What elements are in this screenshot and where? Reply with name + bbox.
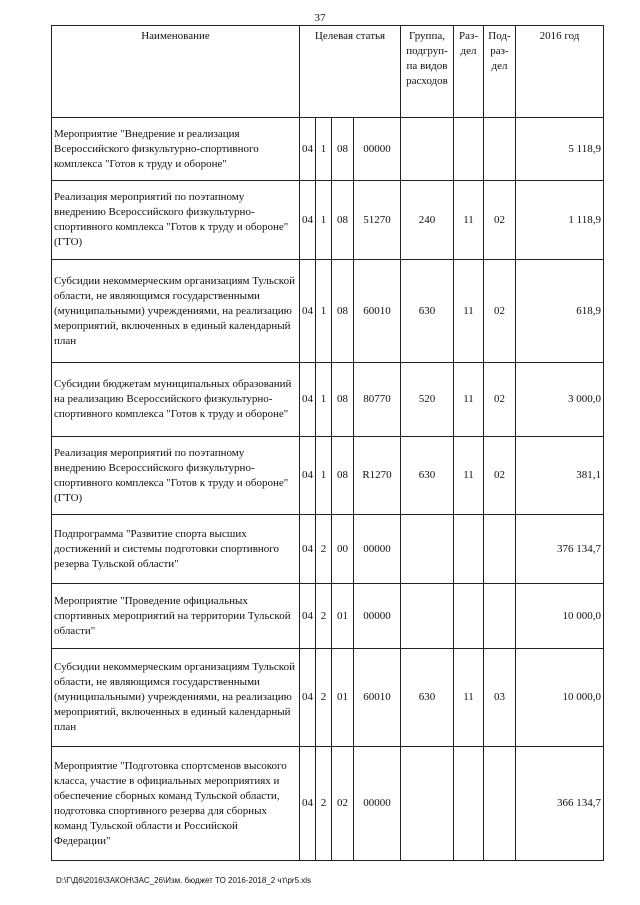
group-cell: 520 <box>401 363 454 437</box>
target-part-4: 00000 <box>354 584 401 649</box>
section-cell <box>454 584 484 649</box>
target-part-2: 1 <box>316 260 332 363</box>
target-part-2: 1 <box>316 437 332 515</box>
target-part-2: 2 <box>316 584 332 649</box>
amount-cell: 366 134,7 <box>516 747 604 861</box>
target-part-4: 00000 <box>354 118 401 181</box>
target-part-3: 08 <box>332 181 354 260</box>
header-year: 2016 год <box>516 26 604 118</box>
group-cell <box>401 584 454 649</box>
amount-cell: 618,9 <box>516 260 604 363</box>
group-cell <box>401 747 454 861</box>
target-part-2: 1 <box>316 118 332 181</box>
budget-table <box>51 25 604 861</box>
subsection-cell <box>484 515 516 584</box>
header-subsection: Под-раз-дел <box>484 26 516 118</box>
header-name: Наименование <box>52 26 300 118</box>
header-group: Группа, подгруп-па видов расходов <box>401 26 454 118</box>
header-target: Целевая статья <box>300 26 401 118</box>
table-header-row <box>52 26 604 118</box>
target-part-4: 60010 <box>354 649 401 747</box>
section-cell <box>454 515 484 584</box>
header-section: Раз-дел <box>454 26 484 118</box>
table-row <box>52 649 604 747</box>
table-row <box>52 118 604 181</box>
target-part-4: 80770 <box>354 363 401 437</box>
target-part-4: R1270 <box>354 437 401 515</box>
section-cell: 11 <box>454 363 484 437</box>
amount-cell: 1 118,9 <box>516 181 604 260</box>
row-name: Мероприятие "Подготовка спортсменов высокого класса, участие в официальных мероприятиях и обеспечение сборных команд Тульской области, подготовка спортивного резерва для сборных команд Тульской области и Российской Федерации" <box>52 747 300 861</box>
amount-cell: 10 000,0 <box>516 649 604 747</box>
row-name: Субсидии бюджетам муниципальных образований на реализацию Всероссийского физкультурно-спортивного комплекса "Готов к труду и обороне" <box>52 363 300 437</box>
row-name: Мероприятие "Внедрение и реализация Всероссийского физкультурно-спортивного комплекса "Готов к труду и обороне" <box>52 118 300 181</box>
amount-cell: 10 000,0 <box>516 584 604 649</box>
target-part-1: 04 <box>300 584 316 649</box>
footer-file-path: D:\Г\Д6\2016\ЗАКОН\ЗАС_26\Изм. бюджет ТО 2016-2018_2 чт\рr5.xls <box>56 876 312 885</box>
section-cell: 11 <box>454 181 484 260</box>
subsection-cell <box>484 118 516 181</box>
section-cell <box>454 747 484 861</box>
target-part-1: 04 <box>300 649 316 747</box>
group-cell: 630 <box>401 260 454 363</box>
target-part-2: 2 <box>316 649 332 747</box>
row-name: Подпрограмма "Развитие спорта высших достижений и системы подготовки спортивного резерва Тульской области" <box>52 515 300 584</box>
group-cell <box>401 118 454 181</box>
section-cell: 11 <box>454 437 484 515</box>
amount-cell: 376 134,7 <box>516 515 604 584</box>
amount-cell: 3 000,0 <box>516 363 604 437</box>
target-part-4: 00000 <box>354 747 401 861</box>
target-part-1: 04 <box>300 260 316 363</box>
target-part-1: 04 <box>300 437 316 515</box>
amount-cell: 5 118,9 <box>516 118 604 181</box>
subsection-cell: 03 <box>484 649 516 747</box>
target-part-3: 08 <box>332 437 354 515</box>
group-cell: 630 <box>401 437 454 515</box>
target-part-1: 04 <box>300 515 316 584</box>
target-part-2: 2 <box>316 515 332 584</box>
target-part-2: 1 <box>316 363 332 437</box>
target-part-4: 51270 <box>354 181 401 260</box>
target-part-3: 08 <box>332 260 354 363</box>
row-name: Реализация мероприятий по поэтапному внедрению Всероссийского физкультурно-спортивного комплекса "Готов к труду и обороне" (ГТО) <box>52 437 300 515</box>
group-cell: 630 <box>401 649 454 747</box>
table-row <box>52 181 604 260</box>
target-part-3: 00 <box>332 515 354 584</box>
subsection-cell: 02 <box>484 260 516 363</box>
subsection-cell: 02 <box>484 437 516 515</box>
target-part-1: 04 <box>300 118 316 181</box>
table-row <box>52 515 604 584</box>
subsection-cell: 02 <box>484 181 516 260</box>
target-part-4: 00000 <box>354 515 401 584</box>
group-cell: 240 <box>401 181 454 260</box>
row-name: Реализация мероприятий по поэтапному внедрению Всероссийского физкультурно-спортивного комплекса "Готов к труду и обороне" (ГТО) <box>52 181 300 260</box>
table-row <box>52 260 604 363</box>
amount-cell: 381,1 <box>516 437 604 515</box>
subsection-cell <box>484 584 516 649</box>
row-name: Субсидии некоммерческим организациям Тульской области, не являющимся государственными (муниципальными) учреждениями, на реализацию мероприятий, включенных в единый календарный план <box>52 649 300 747</box>
target-part-3: 01 <box>332 649 354 747</box>
table-row <box>52 747 604 861</box>
target-part-2: 1 <box>316 181 332 260</box>
group-cell <box>401 515 454 584</box>
section-cell: 11 <box>454 260 484 363</box>
target-part-3: 08 <box>332 118 354 181</box>
target-part-3: 02 <box>332 747 354 861</box>
subsection-cell: 02 <box>484 363 516 437</box>
page-number: 37 <box>314 12 326 24</box>
target-part-1: 04 <box>300 363 316 437</box>
subsection-cell <box>484 747 516 861</box>
target-part-1: 04 <box>300 747 316 861</box>
row-name: Мероприятие "Проведение официальных спортивных мероприятий на территории Тульской области" <box>52 584 300 649</box>
section-cell: 11 <box>454 649 484 747</box>
target-part-1: 04 <box>300 181 316 260</box>
target-part-4: 60010 <box>354 260 401 363</box>
table-row <box>52 437 604 515</box>
target-part-3: 01 <box>332 584 354 649</box>
table-row <box>52 584 604 649</box>
row-name: Субсидии некоммерческим организациям Тульской области, не являющимся государственными (муниципальными) учреждениями, на реализацию мероприятий, включенных в единый календарный план <box>52 260 300 363</box>
table-row <box>52 363 604 437</box>
target-part-3: 08 <box>332 363 354 437</box>
section-cell <box>454 118 484 181</box>
target-part-2: 2 <box>316 747 332 861</box>
